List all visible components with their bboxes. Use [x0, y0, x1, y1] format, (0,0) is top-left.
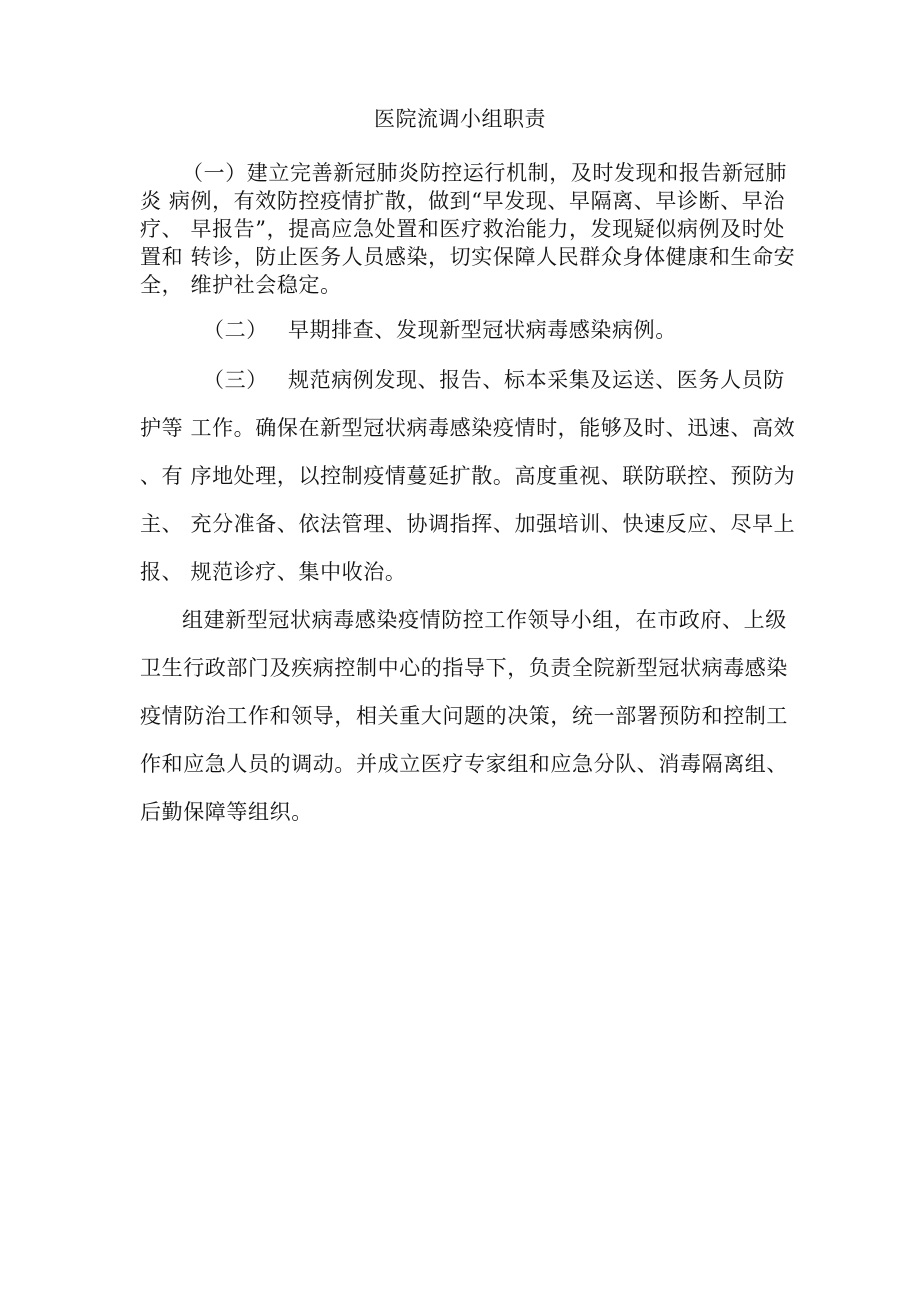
paragraph-4-line-5: 后勤保障等组织。 [140, 800, 313, 824]
paragraph-3-marker: （三） [203, 368, 268, 392]
paragraph-1-line-1: （一）建立完善新冠肺炎防控运行机制，及时发现和报告新冠肺 [182, 161, 787, 185]
paragraph-3-line-4: 主、 充分准备、依法管理、协调指挥、加强培训、快速反应、尽早上 [140, 512, 796, 536]
paragraph-3-line-1: 规范病例发现、报告、标本采集及运送、医务人员防 [288, 368, 785, 392]
paragraph-2-marker: （二） [203, 318, 268, 342]
paragraph-4-line-4: 作和应急人员的调动。并成立医疗专家组和应急分队、消毒隔离组、 [140, 752, 788, 776]
paragraph-1-line-4: 置和 转诊，防止医务人员感染，切实保障人民群众身体健康和生命安 [140, 245, 796, 269]
paragraph-2-text: 早期排查、发现新型冠状病毒感染病例。 [288, 318, 677, 342]
paragraph-1-line-2: 炎 病例，有效防控疫情扩散，做到“早发现、早隔离、早诊断、早治 [140, 189, 786, 213]
paragraph-3-line-5: 报、 规范诊疗、集中收治。 [140, 560, 407, 584]
paragraph-3-line-3: 、有 序地处理，以控制疫情蔓延扩散。高度重视、联防联控、预防为 [140, 464, 796, 488]
paragraph-1-line-3: 疗、 早报告”，提高应急处置和医疗救治能力，发现疑似病例及时处 [140, 217, 786, 241]
document-title: 医院流调小组职责 [374, 107, 546, 131]
paragraph-4-line-3: 疫情防治工作和领导，相关重大问题的决策，统一部署预防和控制工 [140, 704, 788, 728]
paragraph-1-line-5: 全， 维护社会稳定。 [140, 273, 342, 297]
paragraph-4-line-1: 组建新型冠状病毒感染疫情防控工作领导小组，在市政府、上级 [182, 608, 787, 632]
paragraph-3-line-2: 护等 工作。确保在新型冠状病毒感染疫情时，能够及时、迅速、高效 [140, 416, 796, 440]
paragraph-4-line-2: 卫生行政部门及疾病控制中心的指导下，负责全院新型冠状病毒感染 [140, 656, 788, 680]
